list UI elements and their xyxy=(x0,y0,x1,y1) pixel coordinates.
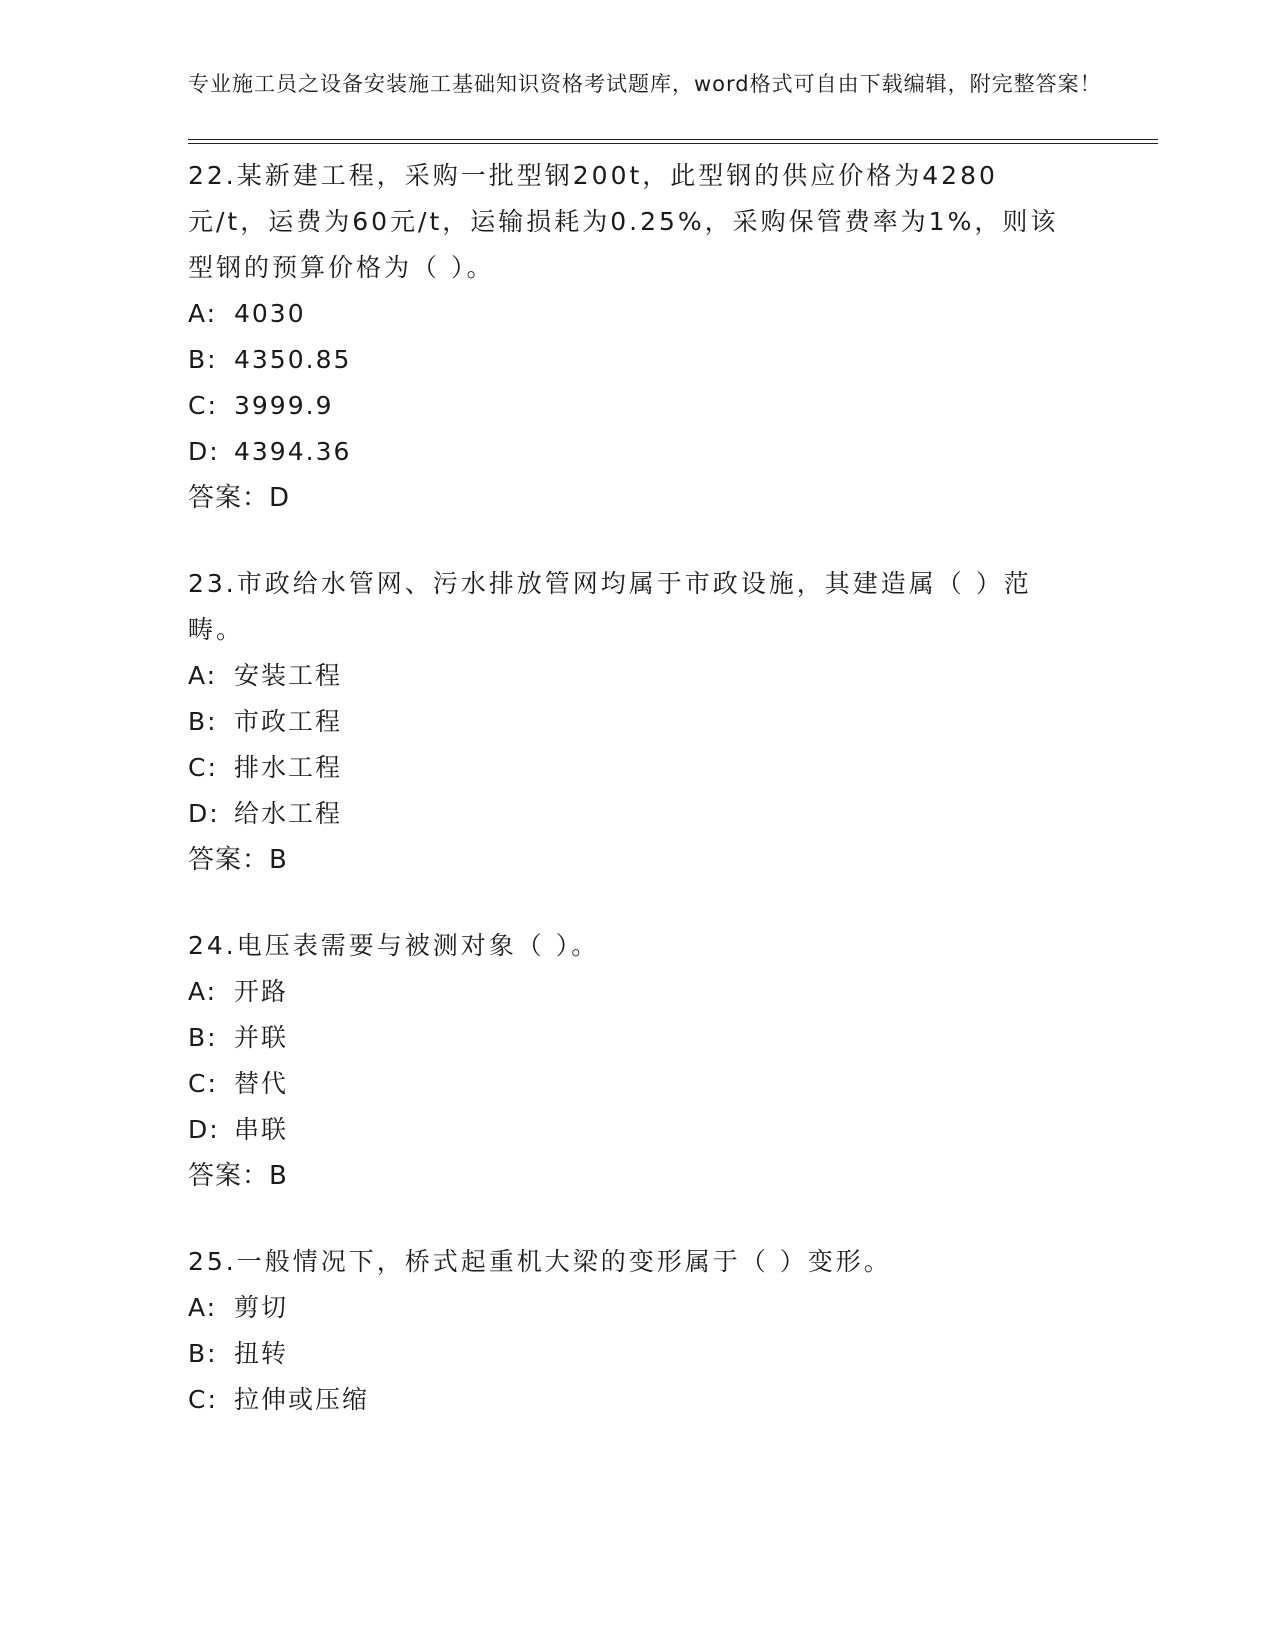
option-letter: C: xyxy=(188,391,218,420)
option-letter: D: xyxy=(188,1115,220,1144)
option-text: 替代 xyxy=(234,1069,289,1098)
option-c xyxy=(188,383,1158,429)
option-c xyxy=(188,1061,1158,1107)
option-letter: C: xyxy=(188,753,218,782)
option-text: 4394.36 xyxy=(234,437,352,466)
option-letter: A: xyxy=(188,661,218,690)
document-header: 专业施工员之设备安装施工基础知识资格考试题库，word格式可自由下载编辑，附完整答案！ xyxy=(188,72,1102,96)
option-text: 剪切 xyxy=(234,1293,289,1322)
option-letter: B: xyxy=(188,1339,218,1368)
answer-line: 答案：D xyxy=(188,483,291,513)
option-letter: B: xyxy=(188,707,218,736)
option-a xyxy=(188,653,1158,699)
option-text: 3999.9 xyxy=(234,391,334,420)
question-23 xyxy=(188,561,1158,883)
option-letter: B: xyxy=(188,1023,218,1052)
option-b xyxy=(188,699,1158,745)
option-letter: D: xyxy=(188,799,220,828)
question-24 xyxy=(188,923,1158,1199)
option-d xyxy=(188,791,1158,837)
option-d xyxy=(188,429,1158,475)
option-letter: B: xyxy=(188,345,218,374)
option-b xyxy=(188,1331,1158,1377)
answer-line: 答案：B xyxy=(188,1161,288,1191)
option-a xyxy=(188,1285,1158,1331)
option-letter: C: xyxy=(188,1069,218,1098)
option-text: 扭转 xyxy=(234,1339,289,1368)
option-d xyxy=(188,1107,1158,1153)
question-stem: 22.某新建工程，采购一批型钢200t，此型钢的供应价格为4280元/t，运费为60元/t，运输损耗为0.25%，采购保管费率为1%，则该型钢的预算价格为（ ）。 xyxy=(188,161,1059,282)
option-b xyxy=(188,1015,1158,1061)
option-a xyxy=(188,969,1158,1015)
option-text: 4030 xyxy=(234,299,306,328)
option-letter: A: xyxy=(188,1293,218,1322)
option-text: 给水工程 xyxy=(234,799,343,828)
question-stem: 23.市政给水管网、污水排放管网均属于市政设施，其建造属（ ）范畴。 xyxy=(188,569,1032,644)
question-22 xyxy=(188,153,1158,521)
question-stem: 25.一般情况下，桥式起重机大梁的变形属于（ ）变形。 xyxy=(188,1247,892,1276)
option-letter: A: xyxy=(188,977,218,1006)
option-text: 串联 xyxy=(234,1115,289,1144)
option-text: 安装工程 xyxy=(234,661,343,690)
option-text: 排水工程 xyxy=(234,753,343,782)
document-page xyxy=(188,68,1158,1463)
option-b xyxy=(188,337,1158,383)
option-letter: D: xyxy=(188,437,220,466)
option-text: 拉伸或压缩 xyxy=(234,1385,370,1414)
answer-line: 答案：B xyxy=(188,845,288,875)
option-c xyxy=(188,745,1158,791)
option-letter: C: xyxy=(188,1385,218,1414)
header-double-rule xyxy=(188,139,1158,144)
option-letter: A: xyxy=(188,299,218,328)
option-text: 并联 xyxy=(234,1023,289,1052)
option-text: 开路 xyxy=(234,977,289,1006)
question-25 xyxy=(188,1239,1158,1423)
question-list xyxy=(188,153,1158,1423)
question-stem: 24.电压表需要与被测对象（ ）。 xyxy=(188,931,600,960)
option-text: 市政工程 xyxy=(234,707,343,736)
option-text: 4350.85 xyxy=(234,345,352,374)
option-a xyxy=(188,291,1158,337)
option-c xyxy=(188,1377,1158,1423)
